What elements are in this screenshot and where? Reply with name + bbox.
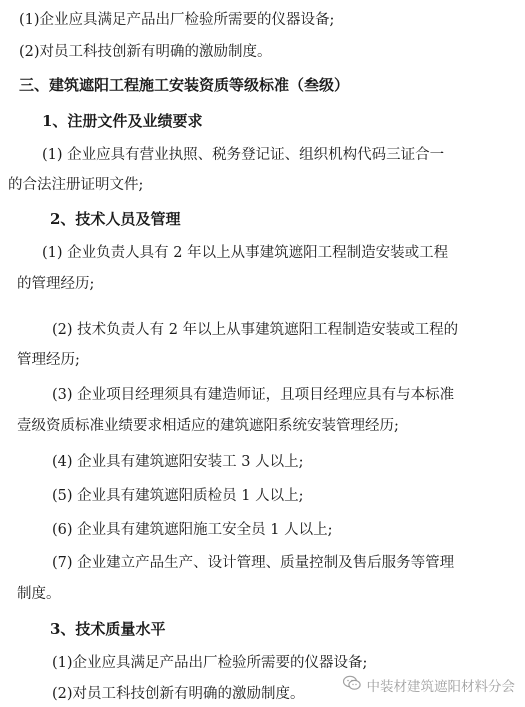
text-line: (1) 企业应具有营业执照、税务登记证、组织机构代码三证合一 [42,147,445,163]
subsection-heading: 1、注册文件及业绩要求 [42,112,203,130]
text-line: (3) 企业项目经理须具有建造师证，且项目经理应具有与本标准 [52,387,455,403]
text-line: (2) 技术负责人有 2 年以上从事建筑遮阳工程制造安装或工程的 [52,322,459,338]
text-line: (6) 企业具有建筑遮阳施工安全员 1 人以上; [52,522,333,538]
text-line: (5) 企业具有建筑遮阳质检员 1 人以上; [52,488,304,504]
text-line: (1) 企业负责人具有 2 年以上从事建筑遮阳工程制造安装或工程 [42,245,449,261]
text-line: (4) 企业具有建筑遮阳安装工 3 人以上; [52,454,304,470]
text-line: 制度。 [17,586,61,602]
text-line: (2)对员工科技创新有明确的激励制度。 [52,686,305,702]
text-line: 的管理经历; [17,276,95,292]
text-line: 的合法注册证明文件; [8,177,144,193]
wechat-icon [343,675,361,695]
text-line: 管理经历; [17,352,80,368]
text-line: (2)对员工科技创新有明确的激励制度。 [19,44,272,60]
watermark-text: 中装材建筑遮阳材料分会 [366,679,515,695]
text-line: (1)企业应具满足产品出厂检验所需要的仪器设备; [52,655,368,671]
subsection-heading: 3、技术质量水平 [50,620,166,638]
text-line: 壹级资质标准业绩要求相适应的建筑遮阳系统安装管理经历; [17,418,399,434]
text-line: (1)企业应具满足产品出厂检验所需要的仪器设备; [19,12,335,28]
text-line: (7) 企业建立产品生产、设计管理、质量控制及售后服务等管理 [52,555,455,571]
section-heading: 三、建筑遮阳工程施工安装资质等级标准（叁级） [19,76,350,94]
watermark [343,675,516,695]
subsection-heading: 2、技术人员及管理 [50,210,181,228]
